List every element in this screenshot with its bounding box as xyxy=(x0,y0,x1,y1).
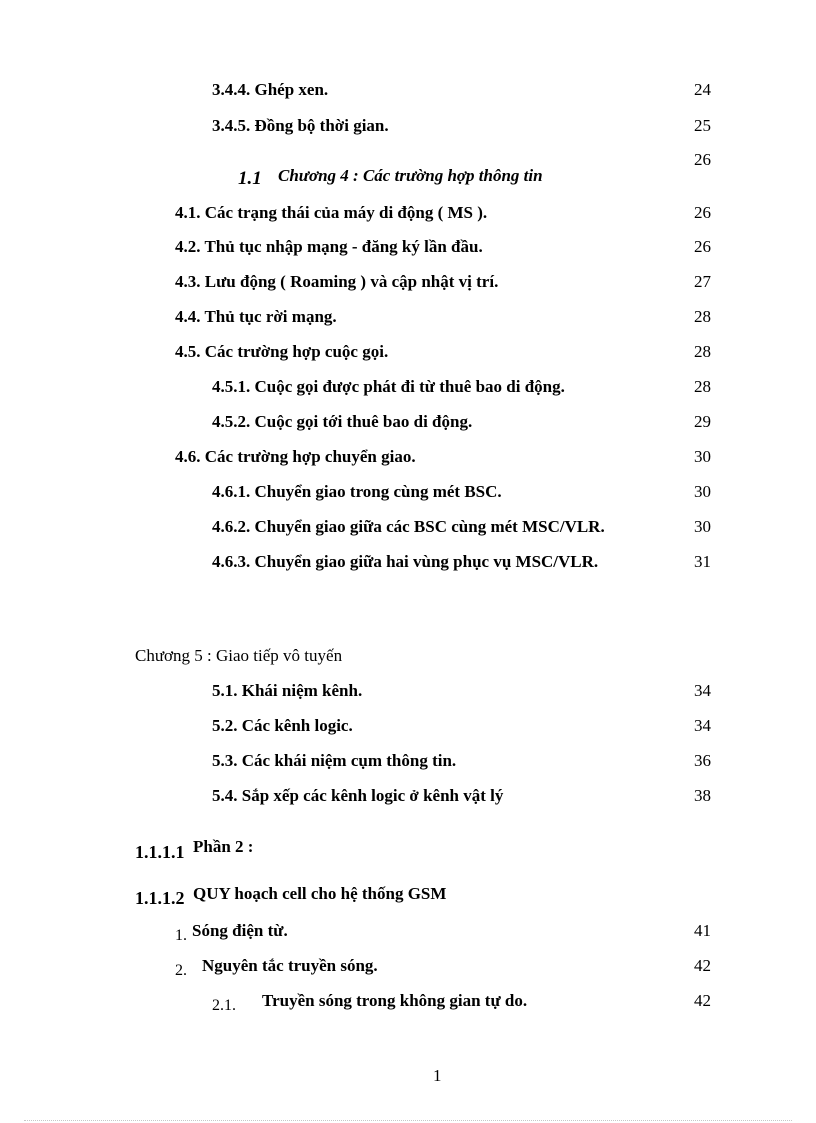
toc-entry-4-6: 4.6. Các trường hợp chuyển giao. xyxy=(175,447,416,466)
toc-page-4-5-2: 29 xyxy=(694,412,711,431)
toc-entry-5-4: 5.4. Sắp xếp các kênh logic ở kênh vật lý xyxy=(212,786,504,805)
toc-entry-4-5-2: 4.5.2. Cuộc gọi tới thuê bao di động. xyxy=(212,412,473,431)
toc-entry-5-2: 5.2. Các kênh logic. xyxy=(212,716,353,735)
toc-entry-4-6-3: 4.6.3. Chuyển giao giữa hai vùng phục vụ MSC/VLR. xyxy=(212,552,599,571)
toc-page-5-3: 36 xyxy=(694,751,711,770)
toc-page-4-6-2: 30 xyxy=(694,517,711,536)
toc-page-4-2: 26 xyxy=(694,237,711,256)
toc-entry-4-3: 4.3. Lưu động ( Roaming ) và cập nhật vị trí. xyxy=(175,272,499,291)
section-2-1-number: 2.1. xyxy=(212,997,236,1014)
section-1-page: 41 xyxy=(694,921,711,940)
toc-entry-4-6-1: 4.6.1. Chuyển giao trong cùng mét BSC. xyxy=(212,482,502,501)
toc-entry-4-5: 4.5. Các trường hợp cuộc gọi. xyxy=(175,342,389,361)
part-2-title: Phần 2 : xyxy=(193,837,254,856)
section-2-title: Nguyên tắc truyền sóng. xyxy=(202,956,378,975)
toc-entry-5-1: 5.1. Khái niệm kênh. xyxy=(212,681,363,700)
toc-page-4-6-3: 31 xyxy=(694,552,711,571)
page-bottom-divider xyxy=(24,1120,792,1121)
toc-page-3-4-5: 25 xyxy=(694,116,711,135)
toc-page-5-1: 34 xyxy=(694,681,711,700)
section-1-title: Sóng điện từ. xyxy=(192,921,288,940)
toc-page-5-2: 34 xyxy=(694,716,711,735)
toc-page-4-3: 27 xyxy=(694,272,711,291)
part-2-sub-number: 1.1.1.2 xyxy=(135,888,185,908)
toc-page-5-4: 38 xyxy=(694,786,711,805)
chapter-5-title: Chương 5 : Giao tiếp vô tuyến xyxy=(135,646,343,665)
section-2-1-page: 42 xyxy=(694,991,711,1010)
toc-entry-5-3: 5.3. Các khái niệm cụm thông tin. xyxy=(212,751,457,770)
toc-entry-4-5-1: 4.5.1. Cuộc gọi được phát đi từ thuê bao di động. xyxy=(212,377,565,396)
section-1-number: 1. xyxy=(175,927,187,944)
toc-page-4-4: 28 xyxy=(694,307,711,326)
toc-page-4-1: 26 xyxy=(694,203,711,222)
toc-page-3-4-4: 24 xyxy=(694,80,711,99)
chapter-4-title: Chương 4 : Các trường hợp thông tin xyxy=(278,166,543,185)
toc-entry-4-1: 4.1. Các trạng thái của máy di động ( MS ). xyxy=(175,203,488,222)
chapter-4-page: 26 xyxy=(694,150,711,169)
toc-page-4-5: 28 xyxy=(694,342,711,361)
toc-entry-3-4-4: 3.4.4. Ghép xen. xyxy=(212,80,329,99)
section-2-number: 2. xyxy=(175,962,187,979)
toc-page-4-5-1: 28 xyxy=(694,377,711,396)
toc-page-4-6-1: 30 xyxy=(694,482,711,501)
toc-page-4-6: 30 xyxy=(694,447,711,466)
chapter-4-number: 1.1 xyxy=(238,168,262,189)
part-2-number: 1.1.1.1 xyxy=(135,842,185,862)
part-2-sub-title: QUY hoạch cell cho hệ thống GSM xyxy=(193,884,447,903)
footer-page-number: 1 xyxy=(433,1066,442,1085)
toc-entry-4-2: 4.2. Thủ tục nhập mạng - đăng ký lần đầu. xyxy=(175,237,483,256)
section-2-page: 42 xyxy=(694,956,711,975)
toc-entry-4-4: 4.4. Thủ tục rời mạng. xyxy=(175,307,337,326)
section-2-1-title: Truyền sóng trong không gian tự do. xyxy=(262,991,528,1010)
toc-entry-3-4-5: 3.4.5. Đồng bộ thời gian. xyxy=(212,116,389,135)
toc-entry-4-6-2: 4.6.2. Chuyển giao giữa các BSC cùng mét MSC/VLR. xyxy=(212,517,605,536)
